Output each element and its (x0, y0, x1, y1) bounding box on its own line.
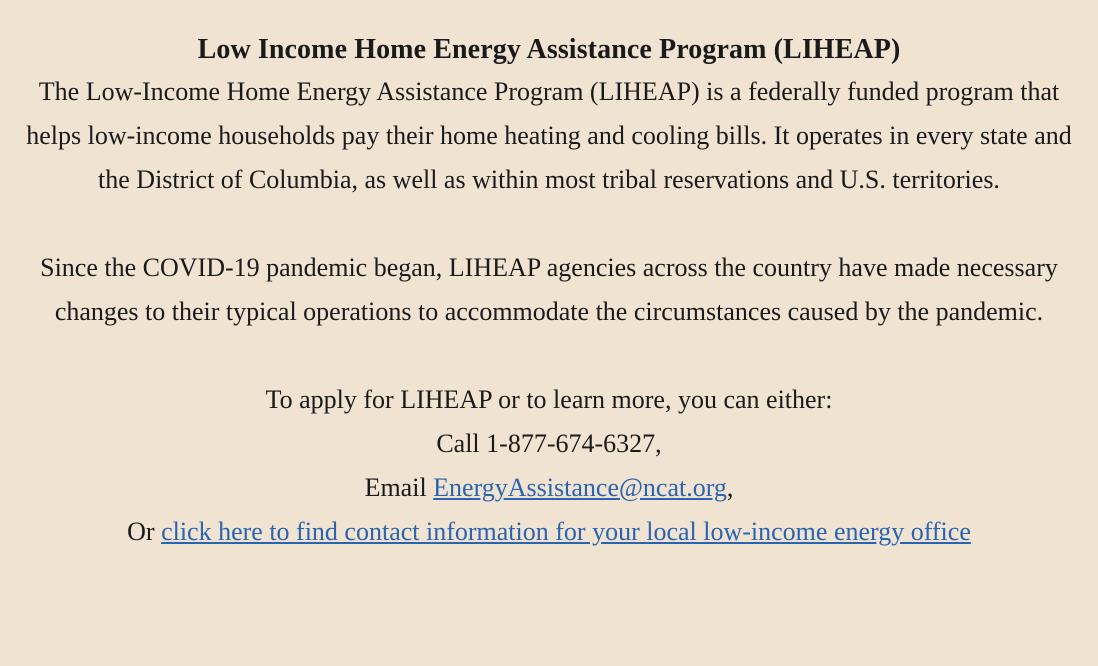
email-suffix: , (726, 473, 734, 502)
covid-paragraph: Since the COVID-19 pandemic began, LIHEAP agencies across the country have made necessary changes to their typical operations to accommodate the circumstances caused by the pandemic. (40, 253, 1058, 326)
phone-number: 1-877-674-6327 (486, 429, 656, 458)
or-prefix: Or (127, 517, 162, 546)
spacer (18, 202, 1080, 246)
call-line (18, 422, 1080, 466)
email-line (18, 466, 1080, 510)
apply-intro: To apply for LIHEAP or to learn more, you can either: (265, 385, 833, 414)
call-prefix: Call (436, 429, 487, 458)
email-prefix: Email (364, 473, 434, 502)
local-office-line (18, 510, 1080, 554)
description-paragraph: The Low-Income Home Energy Assistance Program (LIHEAP) is a federally funded program that helps low-income households pay their home heating and cooling bills. It operates in every state and the District of Columbia, as well as within most tribal reservations and U.S. territories. (26, 77, 1072, 194)
call-suffix: , (655, 429, 662, 458)
apply-section (18, 378, 1080, 554)
local-office-link[interactable]: click here to find contact information for your local low-income energy office (161, 517, 971, 546)
email-link[interactable]: EnergyAssistance@ncat.org (433, 473, 727, 502)
page-title: Low Income Home Energy Assistance Program (LIHEAP) (197, 34, 901, 65)
spacer (18, 334, 1080, 378)
